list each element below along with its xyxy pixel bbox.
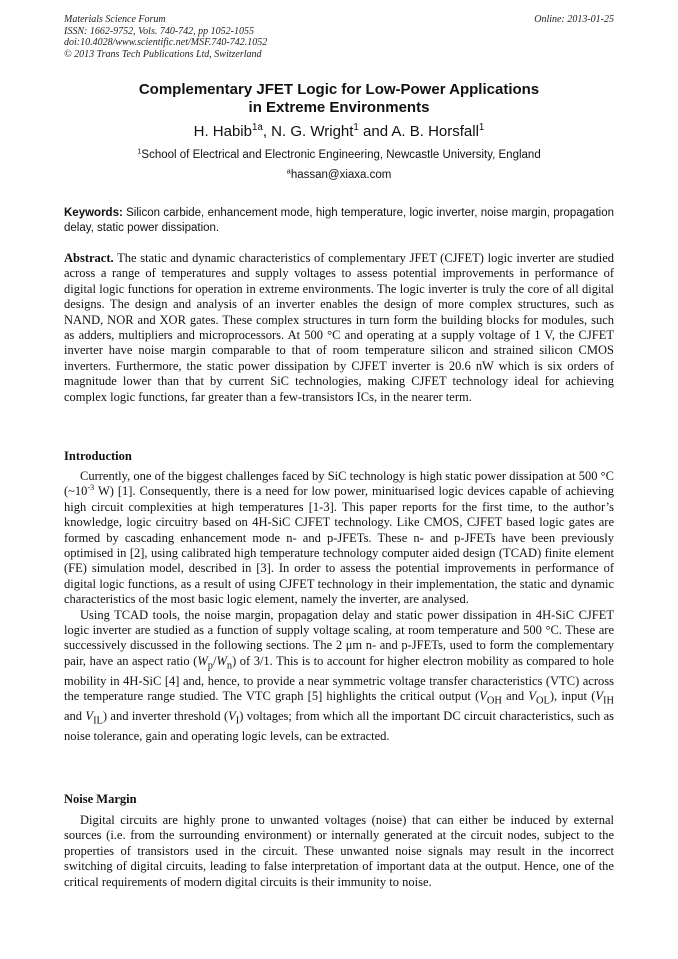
email-sup: a (286, 166, 291, 176)
keywords-label: Keywords: (64, 207, 123, 219)
title-line-2: in Extreme Environments (248, 99, 430, 116)
intro-p1-b: W) [1]. Consequently, there is a need for low power, minituarised logic devices capable of achieving high circuit complexities at high temperatures [1-3]. This paper reports for the first time, to the author’s knowledge, logic circuitry based on 4H-SiC CJFET technology. Like CMOS, CJFET based logic gates are formed by cascading enhancement mode n- and p-JFETs. These n- and p-JFETs have been previously optimised in [2], using calibrated high temperature technology computer aided design (TCAD) finite element (FE) simulation model, described in [3]. In order to assess the potential improvements in performance of digital logic functions, as a result of using CJFET technology in their implementation, the static and dynamic characteristics of the most basic logic element, namely the inverter, are analysed. (64, 484, 614, 607)
and-1: and (501, 689, 529, 704)
intro-p2-e: ) voltages; from which all the important DC circuit characteristics, such as noise tolerance, gain and operating logic levels, can be extracted. (64, 709, 614, 743)
noise-body (64, 813, 614, 890)
and-2: and (64, 709, 86, 724)
author-1-sup: 1a (251, 122, 263, 134)
author-3-sup: 1 (478, 122, 485, 134)
wn-symbol: W (216, 653, 227, 668)
vih-sub: IH (603, 695, 614, 707)
vil-symbol: V (85, 709, 94, 724)
wp-sub: p (207, 660, 213, 672)
wp-symbol: W (197, 653, 208, 668)
wn-sub: n (226, 660, 233, 672)
voh-symbol: V (479, 689, 487, 704)
voh-sub: OH (486, 695, 502, 707)
author-1: H. Habib (193, 123, 252, 140)
vih-symbol: V (595, 689, 603, 704)
author-3: and A. B. Horsfall (358, 123, 479, 140)
vi-symbol: V (228, 709, 236, 724)
intro-heading: Introduction (64, 449, 132, 463)
intro-p1-a: Currently, one of the biggest challenges faced by SiC technology is high static power dissipation at 500 °C (~10 (64, 469, 614, 499)
title-line-1: Complementary JFET Logic for Low-Power Applications (138, 81, 540, 98)
copyright-line: © 2013 Trans Tech Publications Ltd, Switzerland (64, 48, 262, 60)
email-address: hassan@xiaxa.com (290, 169, 392, 181)
keywords (64, 206, 614, 236)
intro-paragraph-2 (64, 608, 614, 745)
intro-p2-c: ), input ( (549, 689, 596, 704)
affiliation-sup: 1 (137, 146, 142, 156)
intro-p1-sup: -3 (87, 483, 95, 493)
intro-body (64, 469, 614, 744)
intro-p2-a: Using TCAD tools, the noise margin, propagation delay and static power dissipation in 4H-SiC CJFET logic inverter are studied as a function of supply voltage scaling, at room temperature and 500 °C. These are successively discussed in the following sections. The 2 μm n- and p-JFETs, used to form the complementary pair, have an aspect ratio ( (64, 607, 614, 668)
author-2-sup: 1 (353, 122, 359, 134)
affiliation-text: School of Electrical and Electronic Engineering, Newcastle University, England (141, 149, 541, 161)
noise-heading: Noise Margin (64, 792, 137, 806)
keywords-text: Silicon carbide, enhancement mode, high temperature, logic inverter, noise margin, propagation delay, static power dissipation. (64, 207, 614, 234)
intro-p2-b: ) of 3/1. This is to account for higher electron mobility as compared to hole mobility in 4H-SiC [4] and, hence, to provide a near symmetric voltage transfer characteristics (VTC) across the temperature range studied. The VTC graph [5] highlights the critical output ( (64, 653, 614, 704)
issn-line: ISSN: 1662-9752, Vols. 740-742, pp 1052-1055 (64, 25, 254, 37)
email (64, 168, 614, 182)
vol-symbol: V (528, 689, 536, 704)
online-date: Online: 2013-01-25 (534, 14, 614, 25)
slash: / (212, 653, 217, 668)
affiliation (64, 148, 614, 162)
author-2: , N. G. Wright (262, 123, 354, 140)
vi-sub: I (235, 715, 240, 727)
vol-sub: OL (535, 695, 550, 707)
abstract-label: Abstract. (64, 251, 114, 265)
abstract-text: The static and dynamic characteristics of complementary JFET (CJFET) logic inverter are studied across a range of temperatures and supply voltages to assess potential improvements in performance of digital logic functions for operation in extreme environments. The logic inverter is truly the core of all digital designs. The design and analysis of an inverter enables the design of more complex structures, such as NAND, NOR and XOR gates. These complex structures in turn form the building blocks for modules, such as adders, multipliers and microprocessors. At 500 °C and operating at a supply voltage of 1 V, the CJFET inverter have noise margin comparable to that of room temperature silicon and strained silicon CMOS inverters. Furthermore, the static power dissipation by CJFET inverter is 20.6 nW which is six orders of magnitude lower than that by current SiC technologies, making CJFET technology ideal for achieving complex logic functions, far greater than a few-transistors ICs, in the nearer term. (64, 251, 614, 404)
journal-name: Materials Science Forum (64, 14, 166, 25)
noise-paragraph-1: Digital circuits are highly prone to unwanted voltages (noise) that can either be induced by external sources (i.e. from the surrounding environment) or internally generated at the circuit nodes, subject to the properties of transistors used in the circuit. These unwanted noise signals may result in the incorrect switching of digital circuits, leading to false interpretation of important data at the output. Hence, one of the critical requirements of modern digital circuits is their immunity to noise. (64, 813, 614, 889)
author-list (64, 123, 614, 141)
journal-header (64, 14, 614, 60)
paper-title (64, 81, 614, 117)
vil-sub: IL (93, 715, 103, 727)
intro-p2-d: ) and inverter threshold ( (102, 709, 229, 724)
intro-paragraph-1 (64, 469, 614, 608)
doi-line: doi:10.4028/www.scientific.net/MSF.740-742.1052 (64, 37, 268, 48)
abstract (64, 251, 614, 405)
